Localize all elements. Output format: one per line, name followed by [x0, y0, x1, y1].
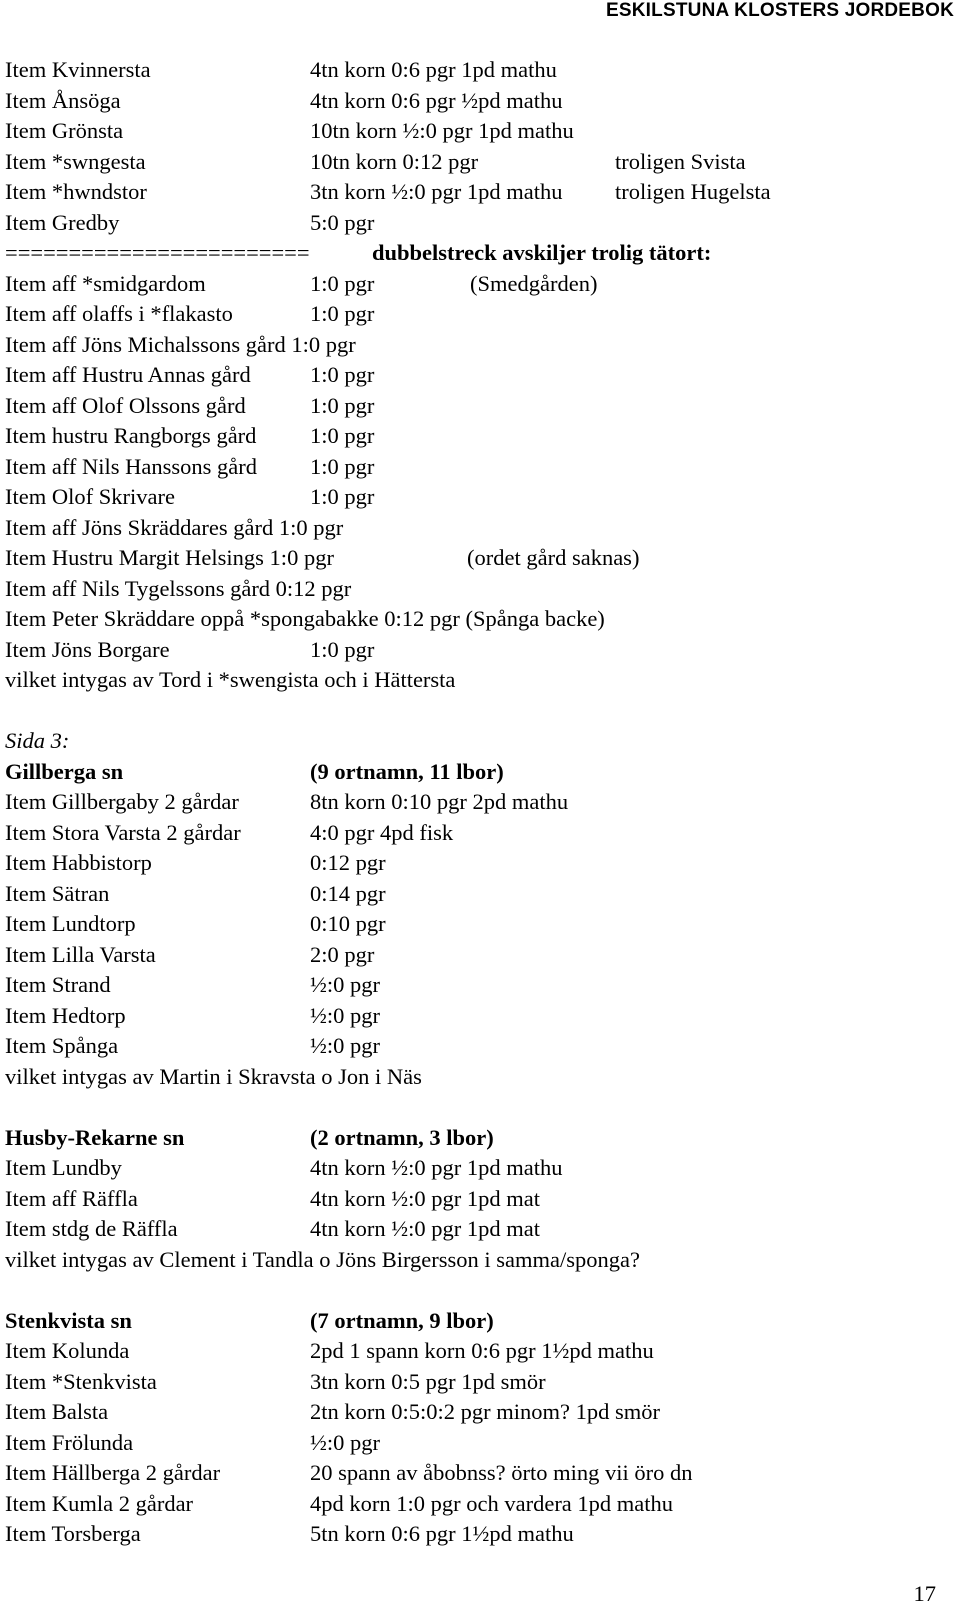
entry-text: Item *swngesta	[5, 148, 146, 174]
list-item	[5, 482, 955, 513]
entry-text: Item *Stenkvista	[5, 1368, 157, 1394]
entry-text: 1:0 pgr	[310, 636, 375, 662]
entry-text: 4tn korn 0:6 pgr ½pd mathu	[310, 87, 563, 113]
entry-text: 4tn korn ½:0 pgr 1pd mathu	[310, 1155, 563, 1180]
entry-text: 0:12 pgr	[310, 850, 386, 875]
parish-heading	[5, 1306, 955, 1337]
list-item	[5, 421, 955, 452]
page-number: 17	[913, 1581, 936, 1606]
entry-text: Sida 3:	[5, 728, 70, 753]
entry-text: troligen Svista	[615, 148, 746, 174]
entry-text: Item Grönsta	[5, 118, 124, 143]
entry-text: Item aff Olof Olssons gård	[5, 392, 246, 418]
entry-text: ½:0 pgr	[310, 1002, 380, 1028]
list-item	[5, 604, 955, 635]
parish-heading	[5, 1123, 955, 1154]
list-item	[5, 1519, 955, 1550]
running-header: ESKILSTUNA KLOSTERS JORDEBOK	[606, 0, 954, 21]
list-item	[5, 269, 955, 300]
attestation-line	[5, 665, 955, 696]
separator-label: dubbelstreck avskiljer trolig tätort:	[372, 240, 712, 265]
entry-text: 5:0 pgr	[310, 209, 375, 235]
list-item	[5, 1367, 955, 1398]
entry-text: Item Sätran	[5, 880, 110, 906]
entry-text: 1:0 pgr	[310, 453, 375, 479]
entry-text: troligen Hugelsta	[615, 179, 771, 204]
list-item	[5, 360, 955, 391]
entry-text: Item aff Hustru Annas gård	[5, 362, 251, 387]
list-item	[5, 452, 955, 483]
attestation-line	[5, 1245, 955, 1276]
entry-text: (9 ortnamn, 11 lbor)	[310, 758, 504, 784]
list-item	[5, 1336, 955, 1367]
entry-text: Item aff Nils Tygelssons gård 0:12 pgr	[5, 575, 352, 601]
entry-text: vilket intygas av Martin i Skravsta o Jon i Näs	[5, 1063, 422, 1089]
entry-text: 20 spann av åbobnss? örto ming vii öro dn	[310, 1460, 693, 1485]
list-item	[5, 1458, 955, 1489]
entry-text: (Smedgården)	[470, 270, 598, 296]
entry-text: Item Olof Skrivare	[5, 484, 175, 509]
entry-text: 5tn korn 0:6 pgr 1½pd mathu	[310, 1521, 574, 1546]
entry-text: Stenkvista sn	[5, 1307, 132, 1333]
list-item	[5, 635, 955, 666]
entry-text: Item Ånsöga	[5, 87, 121, 113]
entry-text: Item Stora Varsta 2 gårdar	[5, 819, 241, 845]
entry-text: (ordet gård saknas)	[467, 545, 640, 570]
entry-text: Item Gredby	[5, 209, 120, 235]
entry-text: Item aff Jöns Michalssons gård 1:0 pgr	[5, 331, 356, 357]
list-item	[5, 1214, 955, 1245]
list-item	[5, 391, 955, 422]
list-item	[5, 147, 955, 178]
list-item	[5, 848, 955, 879]
list-item	[5, 543, 955, 574]
entry-text: Item hustru Rangborgs gård	[5, 423, 257, 448]
entry-text: 2:0 pgr	[310, 941, 375, 967]
list-item	[5, 909, 955, 940]
list-item	[5, 208, 955, 239]
entry-text: 4pd korn 1:0 pgr och vardera 1pd mathu	[310, 1490, 674, 1516]
list-item	[5, 879, 955, 910]
list-item	[5, 1397, 955, 1428]
entry-text: Item aff Jöns Skräddares gård 1:0 pgr	[5, 514, 344, 540]
double-line-separator: ========================	[5, 240, 310, 265]
entry-text: 1:0 pgr	[310, 270, 375, 296]
entry-text: Item *hwndstor	[5, 179, 147, 204]
entry-text: Item aff *smidgardom	[5, 270, 206, 296]
entry-text: 1:0 pgr	[310, 423, 375, 448]
document-body	[5, 55, 955, 1550]
entry-text: Item Lundby	[5, 1155, 122, 1180]
entry-text: vilket intygas av Tord i *swengista och i Hättersta	[5, 667, 456, 692]
list-item	[5, 940, 955, 971]
list-item	[5, 116, 955, 147]
attestation-line	[5, 1062, 955, 1093]
entry-text: Item Strand	[5, 972, 111, 997]
entry-text: ½:0 pgr	[310, 1429, 380, 1455]
list-item	[5, 1489, 955, 1520]
entry-text: 1:0 pgr	[310, 484, 375, 509]
entry-text: 4tn korn 0:6 pgr 1pd mathu	[310, 57, 557, 82]
entry-text: Item Kolunda	[5, 1338, 130, 1363]
entry-text: Item Lundtorp	[5, 911, 136, 936]
list-item	[5, 513, 955, 544]
list-item	[5, 787, 955, 818]
list-item	[5, 1031, 955, 1062]
page-marker	[5, 726, 955, 757]
list-item	[5, 1428, 955, 1459]
entry-text: Item aff Nils Hanssons gård	[5, 453, 258, 479]
entry-text: Item stdg de Räffla	[5, 1216, 178, 1241]
entry-text: Item Kvinnersta	[5, 57, 151, 82]
list-item	[5, 818, 955, 849]
entry-text: (7 ortnamn, 9 lbor)	[310, 1307, 494, 1333]
entry-text: 4tn korn ½:0 pgr 1pd mat	[310, 1185, 540, 1211]
entry-text: Item Lilla Varsta	[5, 941, 156, 967]
entry-text: Husby-Rekarne sn	[5, 1124, 185, 1150]
list-item	[5, 86, 955, 117]
parish-heading	[5, 757, 955, 788]
entry-text: Item Peter Skräddare oppå *spongabakke 0:12 pgr (Spånga backe)	[5, 606, 605, 631]
entry-text: ½:0 pgr	[310, 972, 380, 997]
entry-text: 10tn korn ½:0 pgr 1pd mathu	[310, 118, 574, 143]
entry-text: 3tn korn 0:5 pgr 1pd smör	[310, 1368, 546, 1394]
entry-text: Item Torsberga	[5, 1521, 141, 1546]
entry-text: ½:0 pgr	[310, 1033, 380, 1058]
entry-text: (2 ortnamn, 3 lbor)	[310, 1124, 494, 1150]
entry-text: Item Hedtorp	[5, 1002, 126, 1028]
entry-text: Item aff Räffla	[5, 1185, 138, 1211]
entry-text: Item Habbistorp	[5, 850, 152, 875]
entry-text: vilket intygas av Clement i Tandla o Jöns Birgersson i samma/sponga?	[5, 1246, 641, 1272]
entry-text: Item Kumla 2 gårdar	[5, 1490, 194, 1516]
list-item	[5, 970, 955, 1001]
entry-text: 1:0 pgr	[310, 362, 375, 387]
entry-text: 2tn korn 0:5:0:2 pgr minom? 1pd smör	[310, 1399, 660, 1424]
list-item	[5, 1153, 955, 1184]
entry-text: Item Frölunda	[5, 1429, 134, 1455]
entry-text: Item Spånga	[5, 1033, 119, 1058]
list-item	[5, 1184, 955, 1215]
list-item	[5, 574, 955, 605]
entry-text: Item Gillbergaby 2 gårdar	[5, 789, 239, 814]
entry-text: Gillberga sn	[5, 758, 124, 784]
entry-text: Item aff olaffs i *flakasto	[5, 301, 233, 326]
list-item	[5, 299, 955, 330]
list-item	[5, 1001, 955, 1032]
entry-text: Item Balsta	[5, 1399, 109, 1424]
entry-text: 2pd 1 spann korn 0:6 pgr 1½pd mathu	[310, 1338, 654, 1363]
entry-text: 1:0 pgr	[310, 301, 375, 326]
entry-text: Item Hustru Margit Helsings 1:0 pgr	[5, 545, 334, 570]
entry-text: 10tn korn 0:12 pgr	[310, 148, 479, 174]
list-item	[5, 177, 955, 208]
entry-text: 0:14 pgr	[310, 880, 386, 906]
entry-text: 4tn korn ½:0 pgr 1pd mat	[310, 1216, 540, 1241]
list-item	[5, 330, 955, 361]
entry-text: Item Hällberga 2 gårdar	[5, 1460, 221, 1485]
entry-text: 8tn korn 0:10 pgr 2pd mathu	[310, 789, 569, 814]
entry-text: Item Jöns Borgare	[5, 636, 170, 662]
entry-text: 3tn korn ½:0 pgr 1pd mathu	[310, 179, 563, 204]
entry-text: 0:10 pgr	[310, 911, 386, 936]
separator-row	[5, 238, 955, 269]
list-item	[5, 55, 955, 86]
entry-text: 4:0 pgr 4pd fisk	[310, 819, 454, 845]
entry-text: 1:0 pgr	[310, 392, 375, 418]
